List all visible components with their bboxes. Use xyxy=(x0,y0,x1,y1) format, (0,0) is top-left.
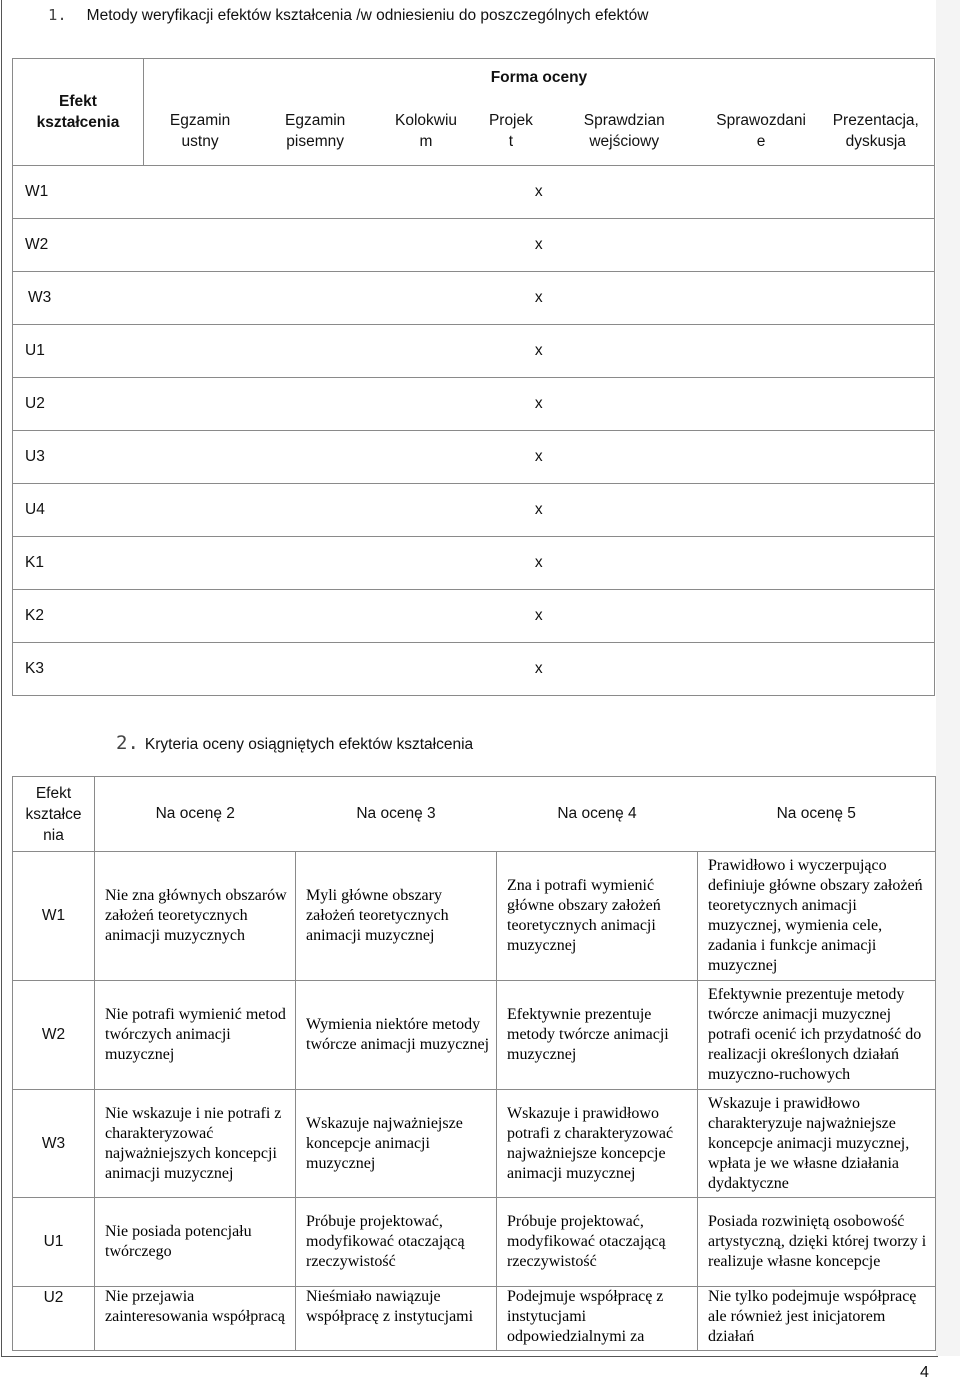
grading-criteria-table xyxy=(12,776,936,1351)
page-number: 4 xyxy=(920,1364,929,1381)
row-mark: x xyxy=(143,219,934,272)
efekt-line: nia xyxy=(43,826,64,844)
col-line: Projek xyxy=(488,112,533,129)
col-line: Prezentacja, xyxy=(832,112,919,129)
col-line: ustny xyxy=(181,133,219,150)
grade-header-4: Na ocenę 4 xyxy=(497,777,698,852)
col-header-sprawozdanie xyxy=(705,97,818,166)
criteria-cell: Posiada rozwiniętą osobowość artystyczną, dzięki której tworzy i realizuje własne koncepcje xyxy=(698,1198,936,1287)
row-mark: x xyxy=(143,537,934,590)
table-row xyxy=(13,537,935,590)
criteria-cell: Efektywnie prezentuje metody twórcze animacji muzycznej xyxy=(497,981,698,1090)
row-label: K1 xyxy=(13,537,144,590)
criteria-cell: Nie posiada potencjału twórczego xyxy=(95,1198,296,1287)
section-2-title: Kryteria oceny osiągniętych efektów kształcenia xyxy=(144,736,474,753)
section-2-heading xyxy=(116,732,473,754)
col-line: dyskusja xyxy=(845,133,906,150)
efekt-line: kształce xyxy=(25,805,82,823)
criteria-cell: Nie zna głównych obszarów założeń teoretycznych animacji muzycznych xyxy=(95,852,296,981)
row-mark: x xyxy=(143,378,934,431)
row-mark: x xyxy=(143,166,934,219)
grade-header-3: Na ocenę 3 xyxy=(296,777,497,852)
col-line: Sprawozdani xyxy=(716,112,806,129)
section-1-title: Metody weryfikacji efektów kształcenia /w odniesieniu do poszczególnych efektów xyxy=(86,7,649,24)
efekt-header xyxy=(13,777,95,852)
criteria-cell: Nie przejawia zainteresowania współpracą xyxy=(95,1287,296,1351)
col-line: pisemny xyxy=(286,133,345,150)
row-label: W2 xyxy=(13,981,95,1090)
criteria-cell: Nie wskazuje i nie potrafi z charakteryzować najważniejszych koncepcji animacji muzycznej xyxy=(95,1090,296,1198)
row-label: U2 xyxy=(13,1287,95,1351)
criteria-cell: Wymienia niektóre metody twórcze animacji muzycznej xyxy=(296,981,497,1090)
efekt-header-text: Efekt kształcenia xyxy=(36,93,120,131)
criteria-cell: Efektywnie prezentuje metody twórcze animacji muzycznej potrafi ocenić ich przydatność do realizacji określonych działań muzyczno-ruchowych xyxy=(698,981,936,1090)
row-label: U2 xyxy=(13,378,144,431)
verification-methods-table xyxy=(12,58,935,696)
table-row xyxy=(13,852,936,981)
table-row xyxy=(13,272,935,325)
col-line: m xyxy=(419,133,433,150)
criteria-cell: Wskazuje i prawidłowo charakteryzuje najważniejsze koncepcje animacji muzycznej, wpłata je we własne działania dydaktyczne xyxy=(698,1090,936,1198)
table-row xyxy=(13,325,935,378)
criteria-cell: Prawidłowo i wyczerpująco definiuje główne obszary założeń teoretycznych animacji muzycznej, wymienia cele, zadania i funkcje animacji muzycznej xyxy=(698,852,936,981)
row-label: W1 xyxy=(13,166,144,219)
col-header-prezentacja xyxy=(818,97,935,166)
col-line: Egzamin xyxy=(169,112,231,129)
table-row xyxy=(13,484,935,537)
col-line: t xyxy=(508,133,514,150)
row-label: K3 xyxy=(13,643,144,696)
section-2-number: 2. xyxy=(116,732,139,754)
row-label: U3 xyxy=(13,431,144,484)
row-label: W2 xyxy=(13,219,144,272)
table-row xyxy=(13,166,935,219)
forma-oceny-header: Forma oceny xyxy=(143,59,934,98)
row-label: W3 xyxy=(13,272,144,325)
row-label: W3 xyxy=(13,1090,95,1198)
section-1-number: 1. xyxy=(48,6,67,24)
row-label: U1 xyxy=(13,325,144,378)
grade-header-5: Na ocenę 5 xyxy=(698,777,936,852)
col-header-egzamin-ustny xyxy=(143,97,256,166)
criteria-cell: Wskazuje najważniejsze koncepcje animacji muzycznej xyxy=(296,1090,497,1198)
row-mark: x xyxy=(143,643,934,696)
criteria-cell: Nie tylko podejmuje współpracę ale również jest inicjatorem działań xyxy=(698,1287,936,1351)
col-header-kolokwium xyxy=(374,97,478,166)
criteria-cell: Próbuje projektować, modyfikować otaczającą rzeczywistość xyxy=(497,1198,698,1287)
col-header-egzamin-pisemny xyxy=(256,97,374,166)
row-mark: x xyxy=(143,431,934,484)
efekt-line: Efekt xyxy=(35,784,72,802)
row-label: W1 xyxy=(13,852,95,981)
criteria-cell: Podejmuje współpracę z instytucjami odpowiedzialnymi za xyxy=(497,1287,698,1351)
col-line: Egzamin xyxy=(285,112,346,129)
criteria-cell: Myli główne obszary założeń teoretycznych animacji muzycznej xyxy=(296,852,497,981)
table-row xyxy=(13,1090,936,1198)
criteria-cell: Próbuje projektować, modyfikować otaczającą rzeczywistość xyxy=(296,1198,497,1287)
table-row xyxy=(13,431,935,484)
criteria-cell: Nie potrafi wymienić metod twórczych animacji muzycznej xyxy=(95,981,296,1090)
col-line: wejściowy xyxy=(589,133,660,150)
criteria-cell: Zna i potrafi wymienić główne obszary założeń teoretycznych animacji muzycznej xyxy=(497,852,698,981)
page-gutter xyxy=(936,0,960,1356)
table-row xyxy=(13,981,936,1090)
row-label: U4 xyxy=(13,484,144,537)
row-label: U1 xyxy=(13,1198,95,1287)
efekt-header xyxy=(13,59,144,166)
col-line: e xyxy=(756,133,766,150)
grade-header-2: Na ocenę 2 xyxy=(95,777,296,852)
col-header-projekt xyxy=(478,97,544,166)
criteria-cell: Wskazuje i prawidłowo potrafi z charakteryzować najważniejsze koncepcje animacji muzycznej xyxy=(497,1090,698,1198)
row-mark: x xyxy=(143,272,934,325)
section-1-heading xyxy=(48,6,648,25)
table-row xyxy=(13,643,935,696)
table-row xyxy=(13,1287,936,1351)
col-line: Kolokwiu xyxy=(395,112,458,129)
row-mark: x xyxy=(143,484,934,537)
col-line: Sprawdzian xyxy=(583,112,665,129)
col-header-sprawdzian xyxy=(544,97,705,166)
row-mark: x xyxy=(143,325,934,378)
table-row xyxy=(13,219,935,272)
table-row xyxy=(13,590,935,643)
criteria-cell: Nieśmiało nawiązuje współpracę z instytucjami xyxy=(296,1287,497,1351)
row-label: K2 xyxy=(13,590,144,643)
table-row xyxy=(13,1198,936,1287)
table-row xyxy=(13,378,935,431)
row-mark: x xyxy=(143,590,934,643)
